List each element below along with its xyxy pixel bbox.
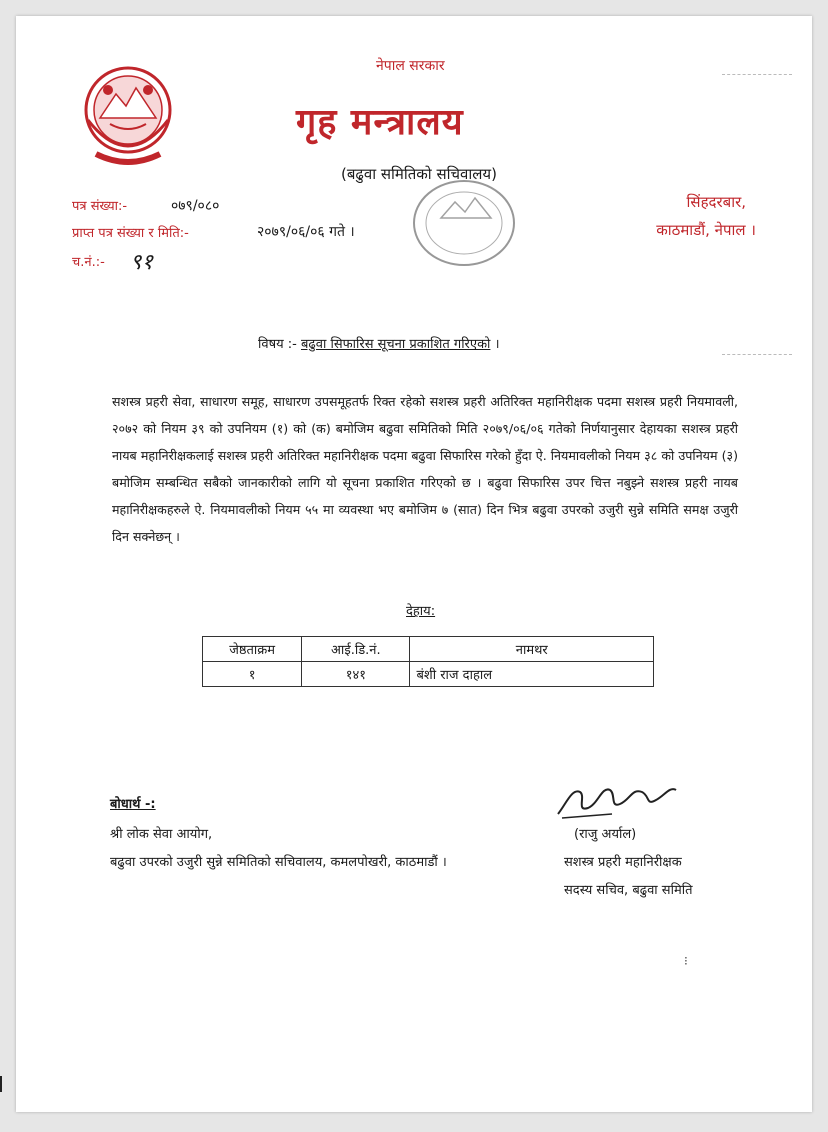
- letter-no-label: पत्र संख्या:-: [72, 199, 128, 214]
- secretariat-label: (बढुवा समितिको सचिवालय): [341, 165, 497, 183]
- subject-suffix: ।: [494, 337, 500, 352]
- subject-line: [258, 334, 500, 352]
- received-label: प्राप्त पत्र संख्या र मिति:-: [72, 226, 189, 241]
- column-header-seniority: जेष्ठताक्रम: [203, 637, 302, 662]
- text-cursor: [0, 1076, 2, 1092]
- dispatch-value: ९१: [130, 250, 153, 275]
- subject-text: बढुवा सिफारिस सूचना प्रकाशित गरिएको: [301, 337, 491, 352]
- dispatch-label: च.नं.:-: [72, 255, 105, 270]
- column-header-id: आई.डि.नं.: [302, 637, 410, 662]
- cc-line-1: श्री लोक सेवा आयोग,: [110, 827, 213, 842]
- divider: [722, 74, 792, 75]
- column-header-name: नामथर: [410, 637, 654, 662]
- cell-id: १४१: [302, 662, 410, 687]
- ministry-title: गृह मन्त्रालय: [296, 102, 464, 143]
- promotion-table: [202, 636, 654, 687]
- signatory-post: सशस्त्र प्रहरी महानिरीक्षक: [564, 855, 682, 870]
- received-value: २०७९/०६/०६ गते ।: [257, 224, 355, 240]
- address-line-1: सिंहदरबार,: [686, 193, 746, 211]
- nepal-emblem-icon: [78, 60, 178, 172]
- notice-body: सशस्त्र प्रहरी सेवा, साधारण समूह, साधारण उपसमूहतर्फ रिक्त रहेको सशस्त्र प्रहरी अतिरिक्त महानिरीक्षक पदमा सशस्त्र प्रहरी नियमावली, २०७२ को नियम ३९ को उपनियम (१) को (क) बमोजिम बढुवा समितिको मिति २०७९/०६/०६ गतेको निर्णयानुसार देहायका सशस्त्र प्रहरी नायब महानिरीक्षकलाई सशस्त्र प्रहरी अतिरिक्त महानिरीक्षक पदमा बढुवा सिफारिस गरेको हुँदा ऐ. नियमावलीको नियम ३८ को उपनियम (३) बमोजिम सम्बन्धित सबैको जानकारीको लागि यो सूचना प्रकाशित गरिएको छ । बढुवा सिफारिस उपर चित्त नबुझ्ने सशस्त्र प्रहरी नायब महानिरीक्षकहरुले ऐ. नियमावलीको नियम ५५ मा व्यवस्था भए बमोजिम ७ (सात) दिन भित्र बढुवा उपरको उजुरी सुन्ने समिति समक्ष उजुरी दिन सक्नेछन् ।: [112, 394, 738, 544]
- document-page: [16, 16, 812, 1112]
- table-row: [203, 662, 654, 687]
- list-heading: देहाय:: [406, 604, 436, 619]
- address-line-2: काठमाडौं, नेपाल ।: [656, 221, 756, 239]
- divider: [722, 354, 792, 355]
- subject-prefix: विषय :-: [258, 337, 297, 352]
- signatory-name: (राजु अर्याल): [574, 827, 637, 842]
- table-header-row: [203, 637, 654, 662]
- cc-label: बोधार्थ -:: [110, 797, 156, 812]
- office-stamp-icon: [411, 178, 517, 268]
- cell-name: बंशी राज दाहाल: [410, 662, 654, 687]
- cell-seniority: १: [203, 662, 302, 687]
- page-mark: ⁝: [684, 954, 688, 968]
- signature-icon: [552, 774, 682, 822]
- signatory-role: सदस्य सचिव, बढुवा समिति: [564, 883, 693, 898]
- cc-line-2: बढुवा उपरको उजुरी सुन्ने समितिको सचिवालय, कमलपोखरी, काठमाडौं ।: [110, 855, 447, 870]
- letter-no-value: ०७९/०८०: [171, 198, 220, 214]
- government-label: नेपाल सरकार: [376, 58, 445, 74]
